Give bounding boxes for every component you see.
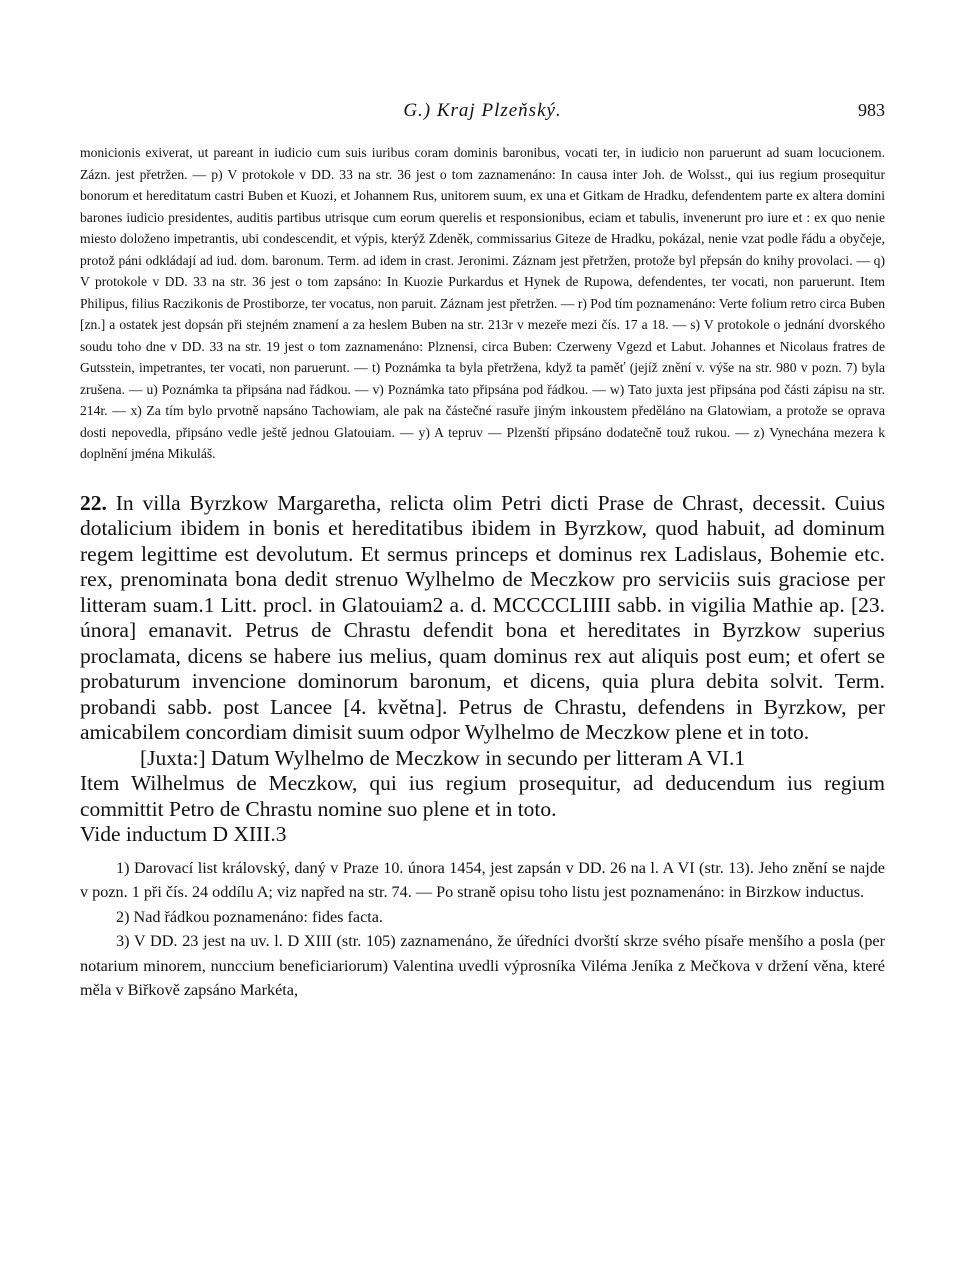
entry-text: In villa Byrzkow Margaretha, relicta olim Petri dicti Prase de Chrast, decessit. Cuius dotalicium ibidem in bonis et hereditatibus ibidem in Byrzkow, quod habuit, ad dominum regem legittime est devolutum. Et sermus princeps et dominus rex Ladislaus, Bohemie etc. rex, prenominata bona dedit strenuo Wylhelmo de Meczkow pro serviciis suis graciose per litteram suam.1 Litt. procl. in Glatouiam2 a. d. MCCCCLIIII sabb. in vigilia Mathie ap. [23. února] emanavit. Petrus de Chrastu defendit bona et hereditates in Byrzkow superius proclamata, dicens se habere ius melius, quam dominus rex aut aliquis post eum; et ofert se probaturum invencione dominorum baronum, et dicens, quia plura debita solvit. Term. probandi sabb. post Lancee [4. května]. Petrus de Chrastu, defendens in Byrzkow, per amicabilem concordiam dimisit suum odpor Wylhelmo de Meczkow plene et in toto. [80, 490, 885, 744]
juxta-paragraph: [Juxta:] Datum Wylhelmo de Meczkow in secundo per litteram A VI.1 [140, 745, 746, 770]
entry-paragraph [80, 491, 885, 746]
entry-22 [80, 491, 885, 848]
notes-paragraph: monicionis exiverat, ut pareant in iudicio cum suis iuribus coram dominis baronibus, vocati ter, in iudicio non paruerunt ad suam locucionem. Zázn. jest přetržen. — p) V protokole v DD. 33 na str. 36 jest o tom zaznamenáno: In causa inter Joh. de Wolsst., qui ius regium prosequitur bonorum et hereditatum castri Buben et Kuozi, et Johannem Rus, unitorem suum, ex una et Gitkam de Hradku, defendentem parte ex altera domini barones iudicio presidentes, auditis partibus utrisque cum eorum querelis et responsionibus, eciam et tabulis, invenerunt pro iure et : ex quo nenie miesto doloženo impetrantis, ubi condescendit, et výpis, kterýž Zdeněk, commissarius Giteze de Hradku, pokázal, nenie vzat podle řádu a obyčeje, protož páni odkládají ad iud. dom. baronum. Term. ad idem in crast. Jeronimi. Záznam jest přetržen, protože byl přepsán do knihy provolaci. — q) V protokole v DD. 33 na str. 36 jest o tom zapsáno: In Kuozie Purkardus et Hynek de Rupowa, defendentes, ter vocati, non paruerunt. Item Philipus, filius Raczikonis de Prostiborze, ter vocatus, non paruit. Záznam jest přetržen. — r) Pod tím poznamenáno: Verte folium retro circa Buben [zn.] a ostatek jest dopsán při stejném znamení a za heslem Buben na str. 213r v mezeře mezi čís. 17 a 18. — s) V protokole o jednání dvorského soudu toho dne v DD. 33 na str. 19 jest o tom zaznamenáno: Plznensi, circa Buben: Czerweny Vgezd et Labut. Johannes et Nicolaus fratres de Gutsstein, impetrantes, ter vocati, non paruerunt. — t) Poznámka ta byla přetržena, když ta paměť (jejíž znění v. výše na str. 980 v pozn. 7) byla zrušena. — u) Poznámka ta připsána nad řádkou. — v) Poznámka tato připsána pod řádkou. — w) Tato juxta jest připsána pod části zápisu na str. 214r. — x) Za tím bylo prvotně napsáno Tachowiam, ale pak na částečné rasuře jiným inkoustem předěláno na Glatowiam, a protože se oprava dosti nepovedla, připsáno vedle ještě jednou Glatouiam. — y) A tepruv — Plzenští připsáno dodatečně touž rukou. — z) Vynechána mezera k doplnění jména Mikuláš. [80, 145, 885, 461]
footnotes [80, 856, 885, 1003]
footnote-2: 2) Nad řádkou poznamenáno: fides facta. [116, 907, 383, 926]
page-number: 983 [858, 100, 885, 120]
footnote-3: 3) V DD. 23 jest na uv. l. D XIII (str. 105) zaznamenáno, že úředníci dvorští skrze svého písaře menšího a posla (per notarium minorem, nunccium beneficiariorum) Valentina uvedli výprosníka Viléma Jeníka z Mečkova v držení věna, které měla v Biřkově zapsáno Markéta, [80, 932, 885, 999]
commit-paragraph: Item Wilhelmus de Meczkow, qui ius regium prosequitur, ad deducendum ius regium committit Petro de Chrastu nomine suo plene et in toto. [80, 771, 885, 821]
running-title: G.) Kraj Plzeňský. [403, 100, 562, 121]
page [80, 100, 885, 1003]
page-header [80, 100, 885, 130]
footnote-1: 1) Darovací list královský, daný v Praze 10. února 1454, jest zapsán v DD. 26 na l. A VI (str. 13). Jeho znění se najde v pozn. 1 při čís. 24 oddílu A; viz napřed na str. 74. — Po straně opisu toho listu jest poznamenáno: in Birzkow inductus. [80, 858, 885, 901]
vide-paragraph: Vide inductum D XIII.3 [80, 822, 287, 846]
entry-number: 22. [80, 490, 107, 515]
continued-notes [80, 142, 885, 465]
